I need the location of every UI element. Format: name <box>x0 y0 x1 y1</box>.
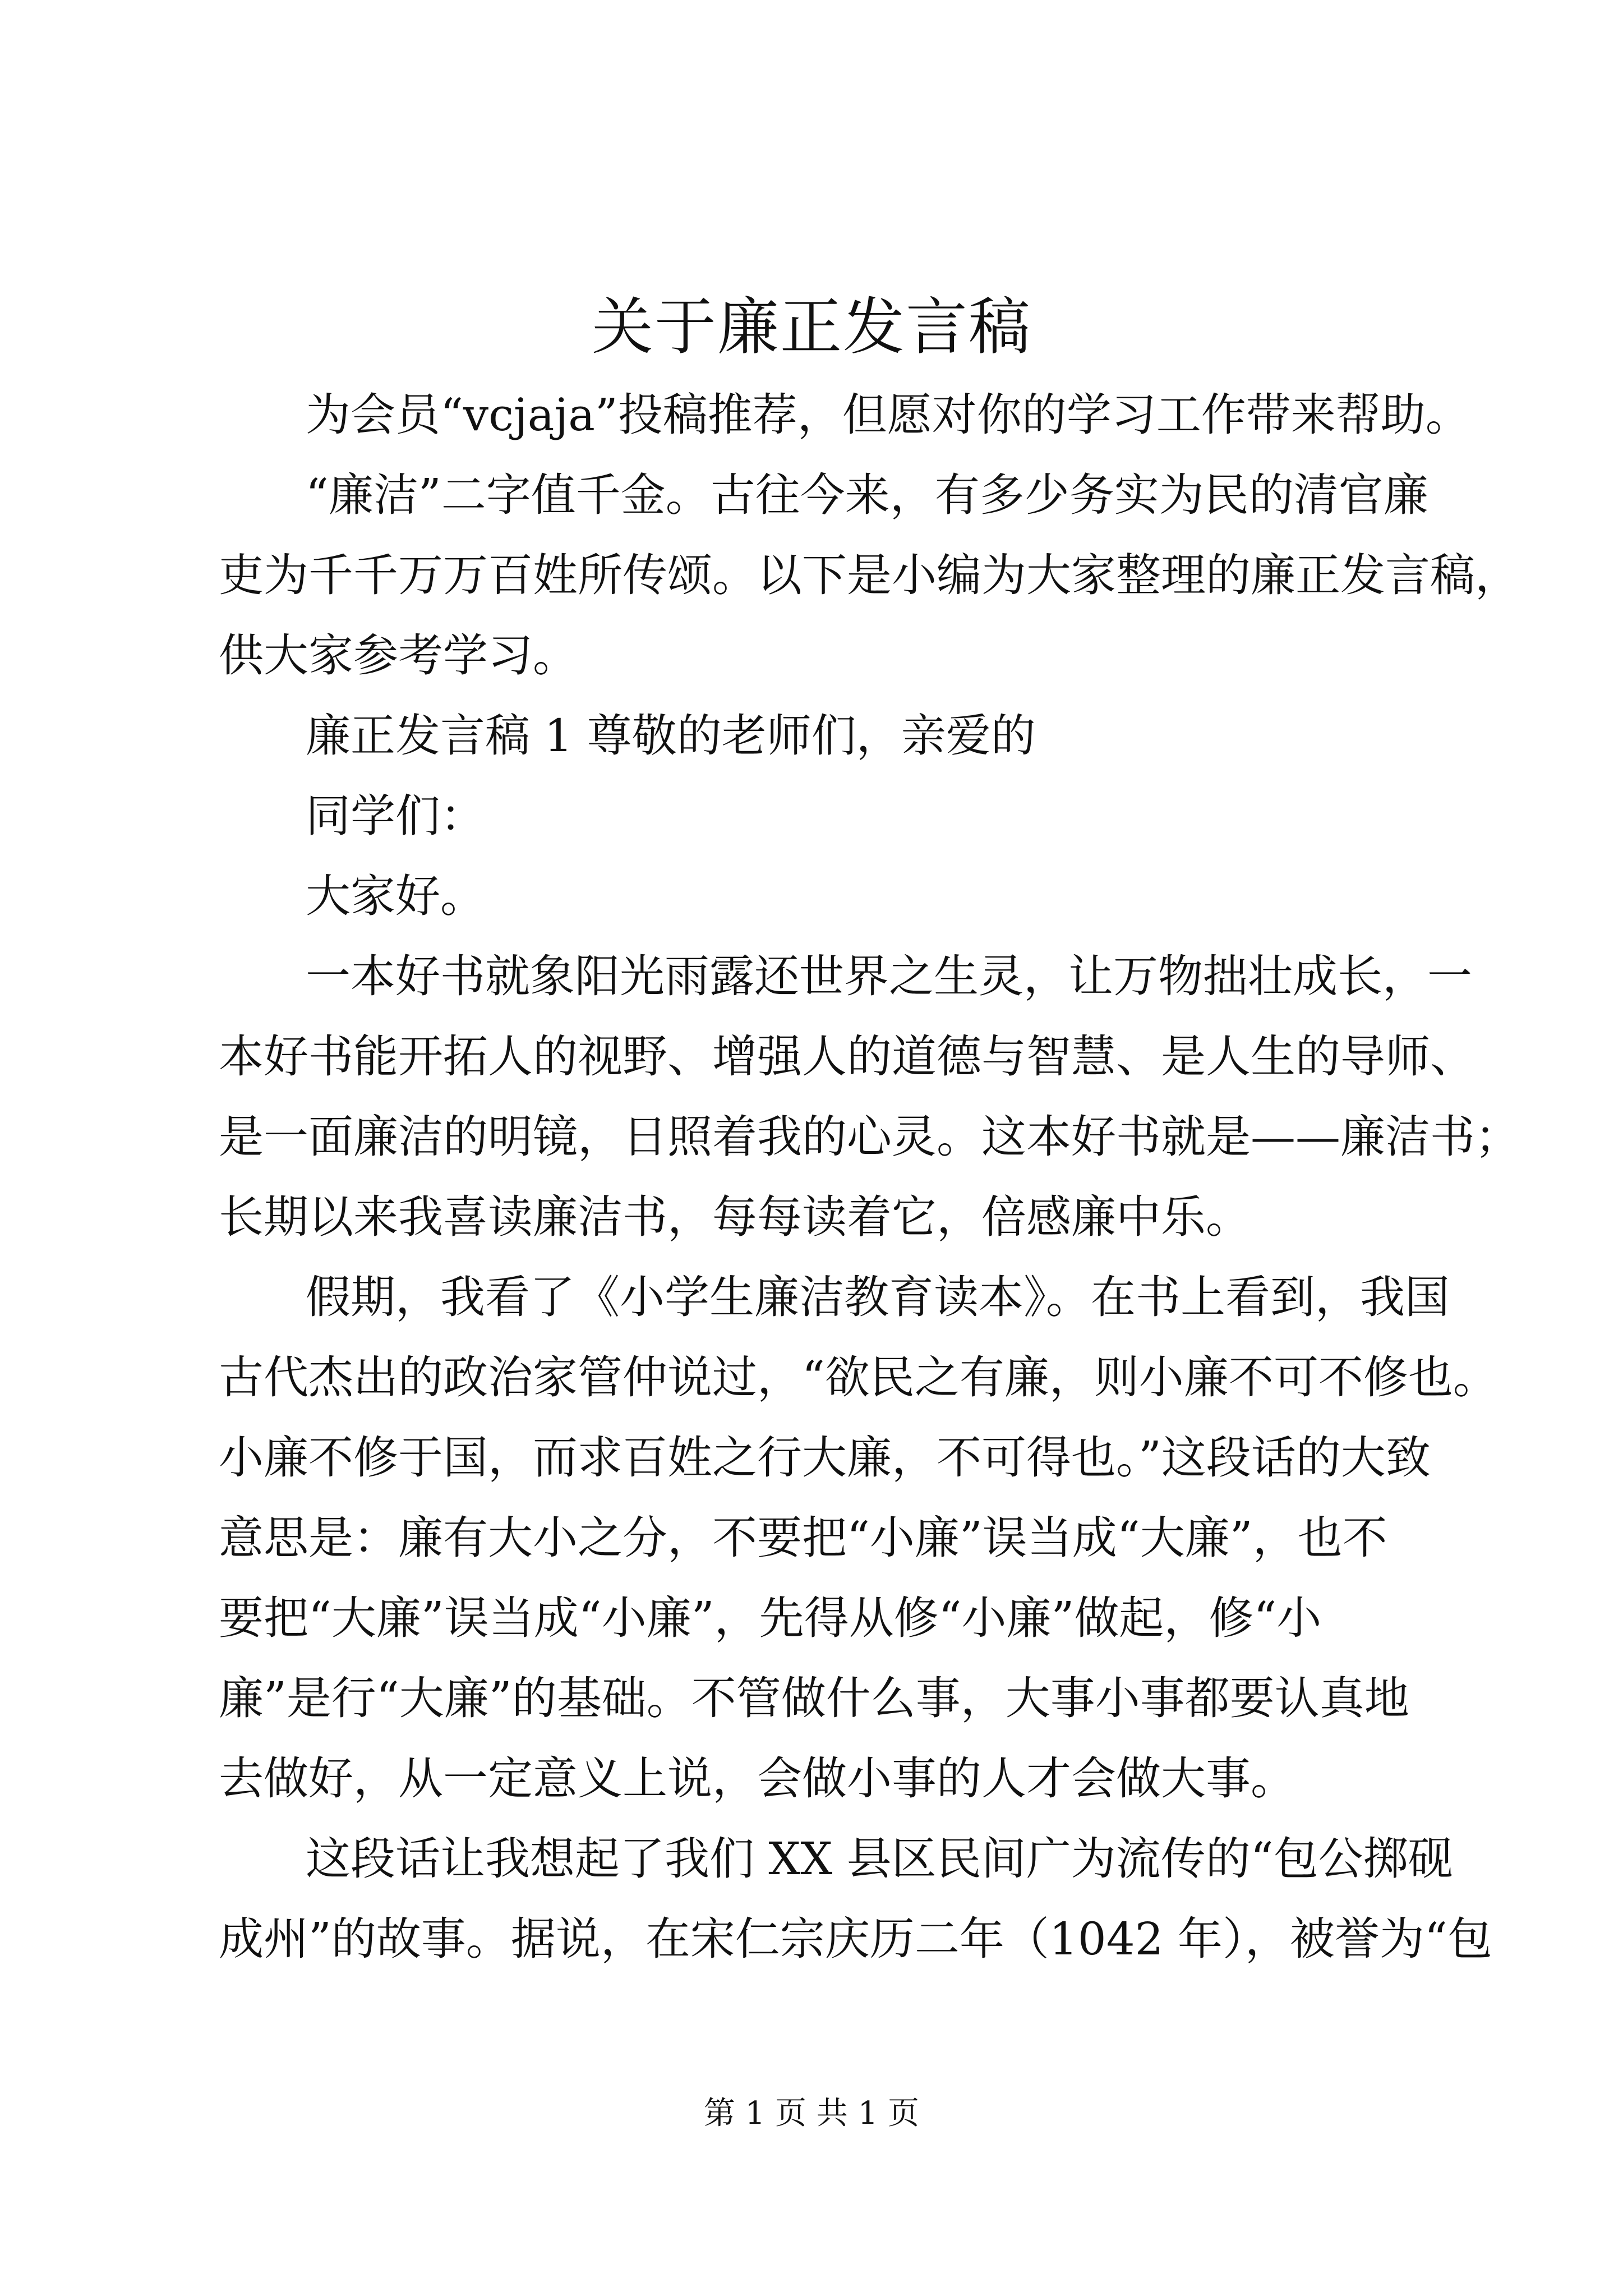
paragraph-line: 成州”的故事。据说，在宋仁宗庆历二年（1042 年），被誉为“包 <box>219 1913 1492 1965</box>
paragraph-line: 大家好。 <box>306 870 485 922</box>
paragraph-line: 为会员“vcjaja”投稿推荐，但愿对你的学习工作带来帮助。 <box>306 389 1470 441</box>
paragraph-line: 廉正发言稿 1 尊敬的老师们，亲爱的 <box>306 710 1036 762</box>
paragraph-line: 这段话让我想起了我们 XX 县区民间广为流传的“包公掷砚 <box>306 1833 1453 1885</box>
paragraph-line: 小廉不修于国，而求百姓之行大廉，不可得也。”这段话的大致 <box>219 1432 1431 1484</box>
document-title: 关于廉正发言稿 <box>592 291 1031 363</box>
paragraph-line: 同学们： <box>306 790 485 842</box>
paragraph-line: 本好书能开拓人的视野、增强人的道德与智慧、是人生的导师、 <box>219 1030 1475 1083</box>
paragraph-line: 廉”是行“大廉”的基础。不管做什么事，大事小事都要认真地 <box>219 1672 1409 1724</box>
paragraph-line: 吏为千千万万百姓所传颂。以下是小编为大家整理的廉正发言稿， <box>219 549 1520 601</box>
page-number-footer: 第 1 页 共 1 页 <box>703 2095 920 2132</box>
paragraph-line: 古代杰出的政治家管仲说过，“欲民之有廉，则小廉不可不修也。 <box>219 1351 1498 1404</box>
paragraph-line: 是一面廉洁的明镜，日照着我的心灵。这本好书就是——廉洁书； <box>219 1111 1520 1163</box>
paragraph-line: “廉洁”二字值千金。古往今来，有多少务实为民的清官廉 <box>306 469 1428 521</box>
paragraph-line: 去做好，从一定意义上说，会做小事的人才会做大事。 <box>219 1752 1295 1805</box>
paragraph-line: 长期以来我喜读廉洁书，每每读着它，倍感廉中乐。 <box>219 1191 1251 1243</box>
paragraph-line: 一本好书就象阳光雨露还世界之生灵，让万物拙壮成长，一 <box>306 950 1472 1002</box>
paragraph-line: 要把“大廉”误当成“小廉”，先得从修“小廉”做起，修“小 <box>219 1592 1322 1644</box>
paragraph-line: 假期，我看了《小学生廉洁教育读本》。在书上看到，我国 <box>306 1271 1450 1323</box>
paragraph-line: 意思是：廉有大小之分，不要把“小廉”误当成“大廉”，也不 <box>219 1512 1387 1564</box>
paragraph-line: 供大家参考学习。 <box>219 629 578 682</box>
